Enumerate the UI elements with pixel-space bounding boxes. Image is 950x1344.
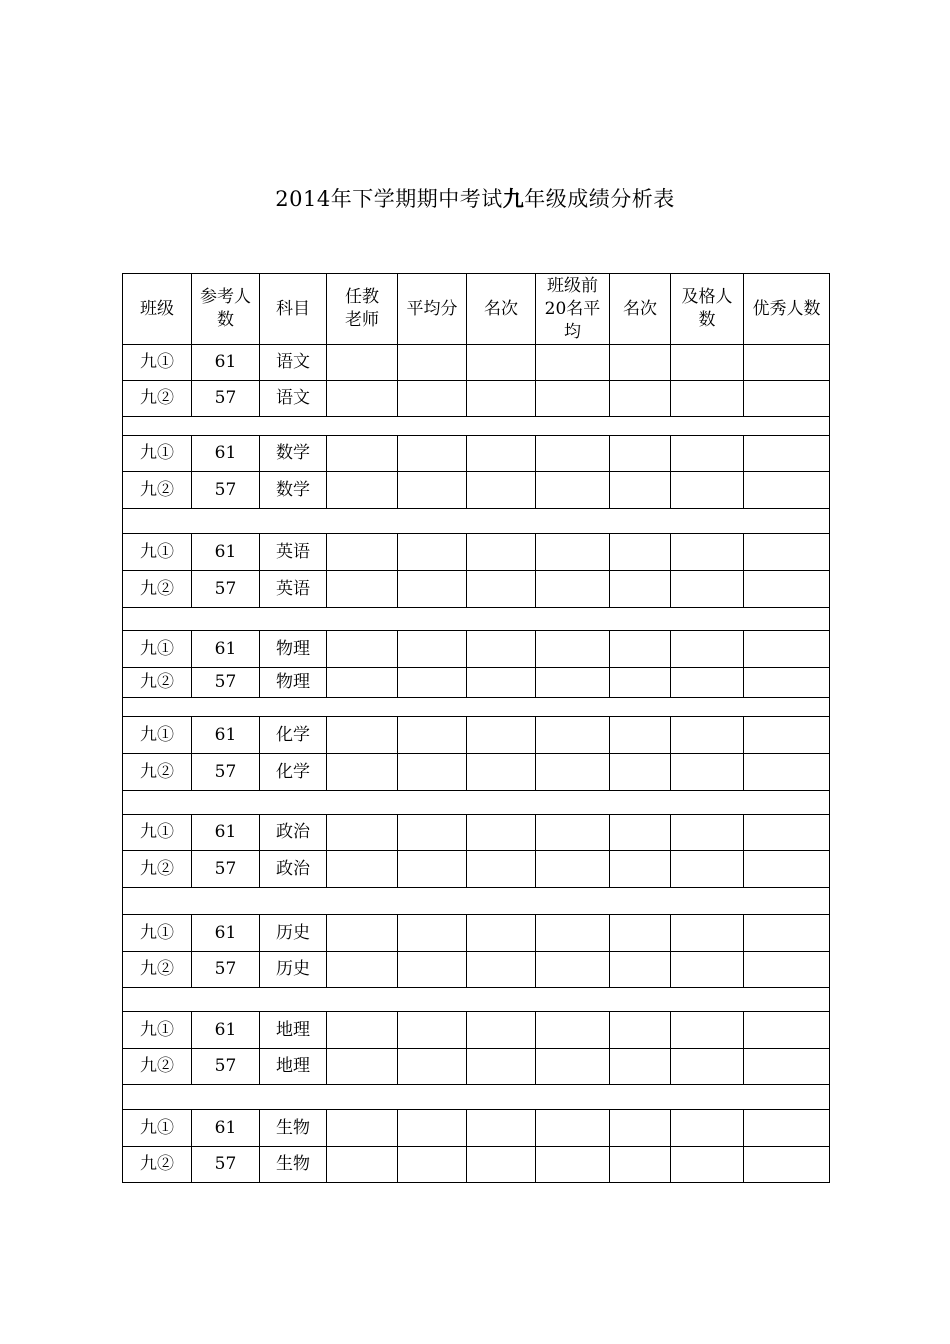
cell-rank-2[interactable] (610, 436, 671, 472)
cell-teacher[interactable] (327, 472, 398, 509)
cell-rank-2[interactable] (610, 1049, 671, 1085)
cell-average[interactable] (398, 717, 467, 754)
cell-average[interactable] (398, 345, 467, 381)
cell-rank[interactable] (467, 851, 536, 888)
cell-excellent-count[interactable] (744, 915, 830, 952)
cell-subject: 地理 (260, 1012, 327, 1049)
cell-excellent-count[interactable] (744, 668, 830, 698)
cell-excellent-count[interactable] (744, 345, 830, 381)
cell-excellent-count[interactable] (744, 571, 830, 608)
cell-top20-average[interactable] (536, 952, 610, 988)
table-row (123, 1012, 830, 1049)
cell-class: 九① (123, 1110, 192, 1147)
cell-top20-average[interactable] (536, 815, 610, 851)
cell-participants: 57 (192, 1049, 260, 1085)
separator-row (123, 1085, 830, 1110)
cell-pass-count[interactable] (671, 952, 744, 988)
header-subject (260, 274, 327, 345)
cell-excellent-count[interactable] (744, 1110, 830, 1147)
header-text (484, 298, 518, 321)
cell-participants: 61 (192, 915, 260, 952)
header-line: 数 (217, 310, 234, 330)
cell-participants: 57 (192, 668, 260, 698)
cell-subject: 化学 (260, 754, 327, 791)
cell-subject: 生物 (260, 1110, 327, 1147)
cell-average[interactable] (398, 952, 467, 988)
separator-cell (123, 791, 830, 815)
cell-teacher[interactable] (327, 1049, 398, 1085)
table-row (123, 472, 830, 509)
header-excellent-count (744, 274, 830, 345)
table-row (123, 1049, 830, 1085)
header-line: 及格人 (681, 287, 733, 307)
cell-top20-average[interactable] (536, 381, 610, 417)
cell-teacher[interactable] (327, 668, 398, 698)
header-row (123, 274, 830, 345)
cell-rank[interactable] (467, 668, 536, 698)
cell-class: 九② (123, 472, 192, 509)
header-line: 20名平 (544, 298, 601, 319)
cell-rank-2[interactable] (610, 534, 671, 571)
cell-pass-count[interactable] (671, 815, 744, 851)
header-line: 均 (563, 321, 581, 342)
cell-pass-count[interactable] (671, 1012, 744, 1049)
cell-rank-2[interactable] (610, 815, 671, 851)
cell-pass-count[interactable] (671, 754, 744, 791)
header-top20-average (536, 274, 610, 345)
table-row (123, 381, 830, 417)
cell-subject: 英语 (260, 534, 327, 571)
cell-participants: 57 (192, 472, 260, 509)
cell-rank-2[interactable] (610, 571, 671, 608)
cell-teacher[interactable] (327, 1110, 398, 1147)
header-line: 数 (698, 310, 716, 330)
cell-excellent-count[interactable] (744, 381, 830, 417)
cell-teacher[interactable] (327, 381, 398, 417)
cell-rank-2[interactable] (610, 381, 671, 417)
cell-rank[interactable] (467, 472, 536, 509)
cell-excellent-count[interactable] (744, 754, 830, 791)
cell-teacher[interactable] (327, 1012, 398, 1049)
header-line: 班级 (140, 298, 174, 319)
cell-participants: 61 (192, 815, 260, 851)
header-text (407, 298, 458, 321)
cell-teacher[interactable] (327, 436, 398, 472)
header-line: 平均分 (406, 298, 458, 319)
cell-class: 九① (123, 717, 192, 754)
header-text (200, 286, 251, 332)
cell-subject: 地理 (260, 1049, 327, 1085)
cell-rank[interactable] (467, 1110, 536, 1147)
separator-row (123, 509, 830, 534)
cell-average[interactable] (398, 631, 467, 668)
separator-cell (123, 417, 830, 436)
cell-class: 九① (123, 534, 192, 571)
cell-teacher[interactable] (327, 851, 398, 888)
separator-row (123, 888, 830, 915)
separator-cell (123, 888, 830, 915)
cell-participants: 57 (192, 754, 260, 791)
cell-excellent-count[interactable] (744, 1147, 830, 1183)
cell-top20-average[interactable] (536, 668, 610, 698)
header-text (545, 275, 601, 344)
cell-class: 九② (123, 668, 192, 698)
cell-participants: 57 (192, 381, 260, 417)
cell-top20-average[interactable] (536, 915, 610, 952)
cell-subject: 政治 (260, 815, 327, 851)
cell-class: 九② (123, 1049, 192, 1085)
table-row (123, 436, 830, 472)
cell-pass-count[interactable] (671, 1147, 744, 1183)
cell-rank[interactable] (467, 1049, 536, 1085)
separator-row (123, 608, 830, 631)
header-text (345, 286, 379, 332)
cell-average[interactable] (398, 754, 467, 791)
cell-rank-2[interactable] (610, 1110, 671, 1147)
cell-excellent-count[interactable] (744, 815, 830, 851)
cell-teacher[interactable] (327, 534, 398, 571)
cell-class: 九② (123, 571, 192, 608)
cell-excellent-count[interactable] (744, 952, 830, 988)
cell-top20-average[interactable] (536, 1147, 610, 1183)
header-line: 名次 (484, 298, 518, 319)
header-rank (467, 274, 536, 345)
cell-pass-count[interactable] (671, 1110, 744, 1147)
cell-pass-count[interactable] (671, 534, 744, 571)
cell-subject: 数学 (260, 436, 327, 472)
cell-average[interactable] (398, 1110, 467, 1147)
cell-top20-average[interactable] (536, 534, 610, 571)
cell-participants: 57 (192, 1147, 260, 1183)
cell-participants: 61 (192, 1012, 260, 1049)
separator-row (123, 988, 830, 1012)
cell-class: 九① (123, 345, 192, 381)
separator-cell (123, 608, 830, 631)
table-row (123, 851, 830, 888)
cell-rank[interactable] (467, 571, 536, 608)
cell-teacher[interactable] (327, 915, 398, 952)
cell-teacher[interactable] (327, 345, 398, 381)
header-pass-count (671, 274, 744, 345)
cell-rank[interactable] (467, 915, 536, 952)
cell-subject: 化学 (260, 717, 327, 754)
cell-rank-2[interactable] (610, 717, 671, 754)
cell-top20-average[interactable] (536, 1049, 610, 1085)
table-row (123, 345, 830, 381)
cell-participants: 61 (192, 717, 260, 754)
cell-participants: 61 (192, 436, 260, 472)
cell-class: 九① (123, 1012, 192, 1049)
cell-class: 九① (123, 815, 192, 851)
table-row (123, 631, 830, 668)
separator-row (123, 417, 830, 436)
cell-average[interactable] (398, 815, 467, 851)
cell-rank-2[interactable] (610, 915, 671, 952)
cell-pass-count[interactable] (671, 851, 744, 888)
separator-cell (123, 1085, 830, 1110)
cell-subject: 历史 (260, 952, 327, 988)
score-analysis-table (122, 273, 830, 1183)
cell-rank-2[interactable] (610, 952, 671, 988)
header-line: 任教 (345, 287, 379, 307)
cell-participants: 61 (192, 345, 260, 381)
cell-teacher[interactable] (327, 754, 398, 791)
table-body (123, 274, 830, 1183)
cell-participants: 61 (192, 1110, 260, 1147)
cell-class: 九① (123, 436, 192, 472)
cell-participants: 57 (192, 952, 260, 988)
separator-cell (123, 698, 830, 717)
cell-pass-count[interactable] (671, 717, 744, 754)
cell-class: 九② (123, 851, 192, 888)
cell-rank-2[interactable] (610, 1147, 671, 1183)
page-title (0, 183, 950, 213)
cell-class: 九② (123, 381, 192, 417)
cell-class: 九② (123, 1147, 192, 1183)
cell-average[interactable] (398, 851, 467, 888)
separator-row (123, 698, 830, 717)
cell-rank[interactable] (467, 815, 536, 851)
cell-top20-average[interactable] (536, 345, 610, 381)
cell-rank-2[interactable] (610, 472, 671, 509)
cell-subject: 物理 (260, 668, 327, 698)
cell-pass-count[interactable] (671, 436, 744, 472)
table-row (123, 717, 830, 754)
title-prefix: 2014年下学期期中考试 (275, 187, 503, 211)
cell-top20-average[interactable] (536, 1012, 610, 1049)
cell-rank[interactable] (467, 952, 536, 988)
separator-cell (123, 988, 830, 1012)
cell-subject: 政治 (260, 851, 327, 888)
cell-excellent-count[interactable] (744, 717, 830, 754)
separator-cell (123, 509, 830, 534)
cell-pass-count[interactable] (671, 381, 744, 417)
header-text (753, 298, 821, 321)
cell-rank[interactable] (467, 717, 536, 754)
table-row (123, 1110, 830, 1147)
cell-subject: 数学 (260, 472, 327, 509)
cell-subject: 历史 (260, 915, 327, 952)
cell-rank-2[interactable] (610, 345, 671, 381)
cell-teacher[interactable] (327, 717, 398, 754)
cell-pass-count[interactable] (671, 1049, 744, 1085)
table-row (123, 534, 830, 571)
separator-row (123, 791, 830, 815)
cell-average[interactable] (398, 381, 467, 417)
table-row (123, 668, 830, 698)
cell-rank[interactable] (467, 534, 536, 571)
cell-participants: 57 (192, 851, 260, 888)
cell-rank[interactable] (467, 1147, 536, 1183)
cell-subject: 英语 (260, 571, 327, 608)
cell-average[interactable] (398, 668, 467, 698)
table-row (123, 815, 830, 851)
header-line: 班级前 (546, 275, 598, 296)
cell-rank-2[interactable] (610, 631, 671, 668)
cell-rank[interactable] (467, 381, 536, 417)
cell-average[interactable] (398, 472, 467, 509)
table-row (123, 952, 830, 988)
cell-excellent-count[interactable] (744, 1049, 830, 1085)
cell-top20-average[interactable] (536, 754, 610, 791)
cell-teacher[interactable] (327, 1147, 398, 1183)
cell-class: 九① (123, 915, 192, 952)
table-row (123, 1147, 830, 1183)
table-row (123, 571, 830, 608)
cell-subject: 语文 (260, 381, 327, 417)
cell-pass-count[interactable] (671, 915, 744, 952)
cell-excellent-count[interactable] (744, 631, 830, 668)
title-suffix: 年级成绩分析表 (524, 187, 675, 211)
header-line: 参考人 (200, 287, 251, 307)
cell-excellent-count[interactable] (744, 851, 830, 888)
cell-excellent-count[interactable] (744, 472, 830, 509)
cell-top20-average[interactable] (536, 1110, 610, 1147)
cell-rank-2[interactable] (610, 668, 671, 698)
table-row (123, 915, 830, 952)
cell-rank-2[interactable] (610, 754, 671, 791)
title-grade: 九 (502, 186, 525, 211)
cell-teacher[interactable] (327, 815, 398, 851)
header-text (623, 298, 657, 321)
cell-top20-average[interactable] (536, 631, 610, 668)
cell-rank[interactable] (467, 754, 536, 791)
cell-average[interactable] (398, 436, 467, 472)
cell-subject: 语文 (260, 345, 327, 381)
cell-excellent-count[interactable] (744, 436, 830, 472)
header-line: 老师 (345, 310, 379, 330)
cell-average[interactable] (398, 1147, 467, 1183)
cell-average[interactable] (398, 534, 467, 571)
cell-top20-average[interactable] (536, 571, 610, 608)
cell-average[interactable] (398, 1049, 467, 1085)
cell-pass-count[interactable] (671, 571, 744, 608)
cell-teacher[interactable] (327, 952, 398, 988)
header-text (276, 298, 310, 321)
cell-rank[interactable] (467, 1012, 536, 1049)
header-participants (192, 274, 260, 345)
cell-subject: 物理 (260, 631, 327, 668)
header-rank-2 (610, 274, 671, 345)
header-line: 名次 (623, 298, 657, 319)
cell-pass-count[interactable] (671, 668, 744, 698)
cell-rank[interactable] (467, 631, 536, 668)
header-average (398, 274, 467, 345)
cell-pass-count[interactable] (671, 472, 744, 509)
cell-rank-2[interactable] (610, 851, 671, 888)
cell-teacher[interactable] (327, 571, 398, 608)
header-text (140, 298, 174, 321)
cell-top20-average[interactable] (536, 472, 610, 509)
cell-top20-average[interactable] (536, 717, 610, 754)
cell-class: 九② (123, 952, 192, 988)
header-text (682, 286, 733, 332)
header-line: 优秀人数 (752, 298, 821, 319)
cell-class: 九① (123, 631, 192, 668)
cell-average[interactable] (398, 571, 467, 608)
header-teacher (327, 274, 398, 345)
cell-top20-average[interactable] (536, 851, 610, 888)
cell-participants: 61 (192, 534, 260, 571)
cell-average[interactable] (398, 915, 467, 952)
table-row (123, 754, 830, 791)
header-line: 科目 (276, 298, 310, 319)
header-class (123, 274, 192, 345)
cell-rank[interactable] (467, 436, 536, 472)
cell-class: 九② (123, 754, 192, 791)
cell-pass-count[interactable] (671, 631, 744, 668)
cell-average[interactable] (398, 1012, 467, 1049)
cell-participants: 57 (192, 571, 260, 608)
cell-subject: 生物 (260, 1147, 327, 1183)
cell-pass-count[interactable] (671, 345, 744, 381)
cell-rank[interactable] (467, 345, 536, 381)
cell-rank-2[interactable] (610, 1012, 671, 1049)
cell-top20-average[interactable] (536, 436, 610, 472)
cell-teacher[interactable] (327, 631, 398, 668)
cell-excellent-count[interactable] (744, 534, 830, 571)
cell-participants: 61 (192, 631, 260, 668)
cell-excellent-count[interactable] (744, 1012, 830, 1049)
